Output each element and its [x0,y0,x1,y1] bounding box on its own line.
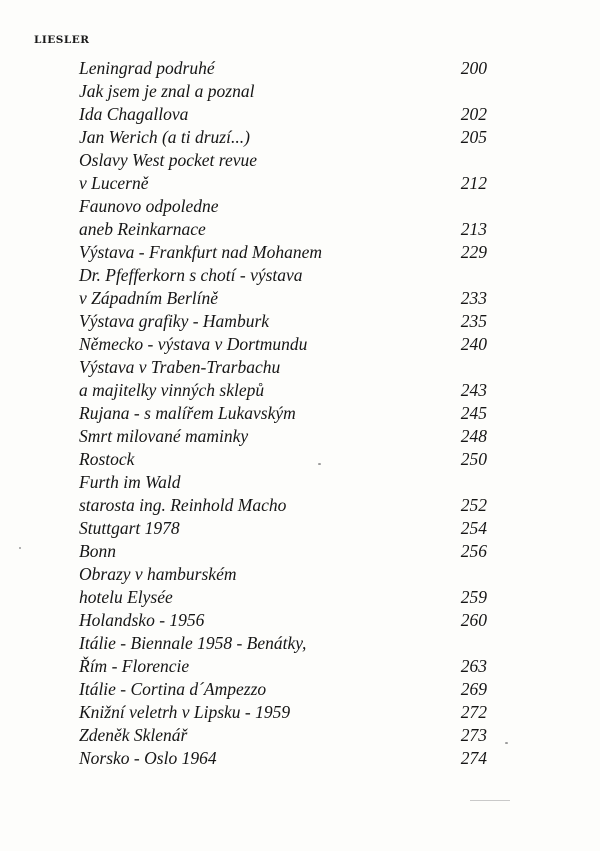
paper-speck [470,800,510,801]
toc-entry-title: aneb Reinkarnace [79,219,206,239]
toc-entry [79,747,487,770]
toc-entry-page-number: 256 [460,541,487,561]
toc-entry-title: Rujana - s malířem Lukavským [79,403,296,423]
toc-entry-page-number: 259 [460,587,487,607]
toc-entry-title: Německo - výstava v Dortmundu [79,334,308,354]
toc-entry-page-number: 248 [460,426,487,446]
toc-entry [79,379,487,402]
toc-entry [79,356,487,379]
toc-entry-page-number: 269 [460,679,487,699]
toc-entry [79,494,487,517]
toc-entry [79,632,487,655]
toc-entry-title: starosta ing. Reinhold Macho [79,495,287,515]
toc-entry [79,402,487,425]
table-of-contents [79,57,487,770]
paper-speck [318,463,321,465]
toc-entry-title: Itálie - Biennale 1958 - Benátky, [79,633,307,653]
toc-entry-page-number: 202 [460,104,487,124]
toc-entry [79,264,487,287]
toc-entry-title: Holandsko - 1956 [79,610,205,630]
toc-entry [79,724,487,747]
toc-entry [79,586,487,609]
toc-entry-title: Furth im Wald [79,472,181,492]
toc-entry [79,287,487,310]
toc-entry [79,218,487,241]
toc-entry-page-number: 243 [460,380,487,400]
toc-entry-title: v Západním Berlíně [79,288,219,308]
toc-entry-page-number: 250 [460,449,487,469]
toc-entry [79,241,487,264]
paper-speck [19,547,21,549]
toc-entry [79,609,487,632]
toc-entry-title: Výstava v Traben-Trarbachu [79,357,281,377]
toc-entry-title: Knižní veletrh v Lipsku - 1959 [79,702,291,722]
toc-entry-page-number: 274 [460,748,487,768]
toc-entry-page-number: 213 [460,219,487,239]
toc-entry [79,333,487,356]
toc-entry [79,678,487,701]
toc-entry [79,195,487,218]
toc-entry-page-number: 205 [460,127,487,147]
toc-entry-title: Leningrad podruhé [79,58,215,78]
toc-entry [79,448,487,471]
toc-entry-page-number: 272 [460,702,487,722]
toc-entry [79,563,487,586]
toc-entry-title: Oslavy West pocket revue [79,150,258,170]
toc-entry-title: Smrt milované maminky [79,426,249,446]
toc-entry-title: Jak jsem je znal a poznal [79,81,255,101]
toc-entry [79,425,487,448]
toc-entry [79,103,487,126]
toc-entry [79,126,487,149]
toc-entry-page-number: 240 [460,334,487,354]
toc-entry-title: Dr. Pfefferkorn s chotí - výstava [79,265,303,285]
toc-entry-title: Výstava - Frankfurt nad Mohanem [79,242,323,262]
toc-entry-title: hotelu Elysée [79,587,173,607]
paper-speck [505,742,508,744]
toc-entry-page-number: 263 [460,656,487,676]
toc-entry-title: Řím - Florencie [79,656,190,676]
toc-entry [79,540,487,563]
toc-entry-title: Bonn [79,541,116,561]
toc-entry-page-number: 254 [460,518,487,538]
toc-entry-title: v Lucerně [79,173,149,193]
toc-entry-title: Norsko - Oslo 1964 [79,748,217,768]
toc-entry-title: Ida Chagallova [79,104,189,124]
toc-entry-page-number: 260 [460,610,487,630]
toc-entry-page-number: 252 [460,495,487,515]
toc-entry [79,172,487,195]
toc-entry-title: Rostock [79,449,135,469]
running-head: LIESLER [34,34,90,46]
toc-entry-title: Faunovo odpoledne [79,196,219,216]
toc-entry [79,655,487,678]
toc-entry-title: Zdeněk Sklenář [79,725,188,745]
toc-entry-page-number: 212 [460,173,487,193]
toc-entry-title: Itálie - Cortina d´Ampezzo [79,679,267,699]
toc-entry-title: a majitelky vinných sklepů [79,380,265,400]
toc-entry [79,149,487,172]
toc-entry-title: Jan Werich (a ti druzí...) [79,127,250,147]
toc-entry-page-number: 233 [460,288,487,308]
toc-entry [79,517,487,540]
toc-entry [79,701,487,724]
toc-entry-page-number: 273 [460,725,487,745]
toc-entry-title: Výstava grafiky - Hamburk [79,311,270,331]
toc-entry-title: Obrazy v hamburském [79,564,237,584]
toc-entry [79,80,487,103]
toc-entry [79,471,487,494]
toc-entry [79,310,487,333]
toc-entry-title: Stuttgart 1978 [79,518,180,538]
toc-entry [79,57,487,80]
toc-entry-page-number: 200 [460,58,487,78]
toc-entry-page-number: 245 [460,403,487,423]
toc-entry-page-number: 229 [460,242,487,262]
toc-entry-page-number: 235 [460,311,487,331]
